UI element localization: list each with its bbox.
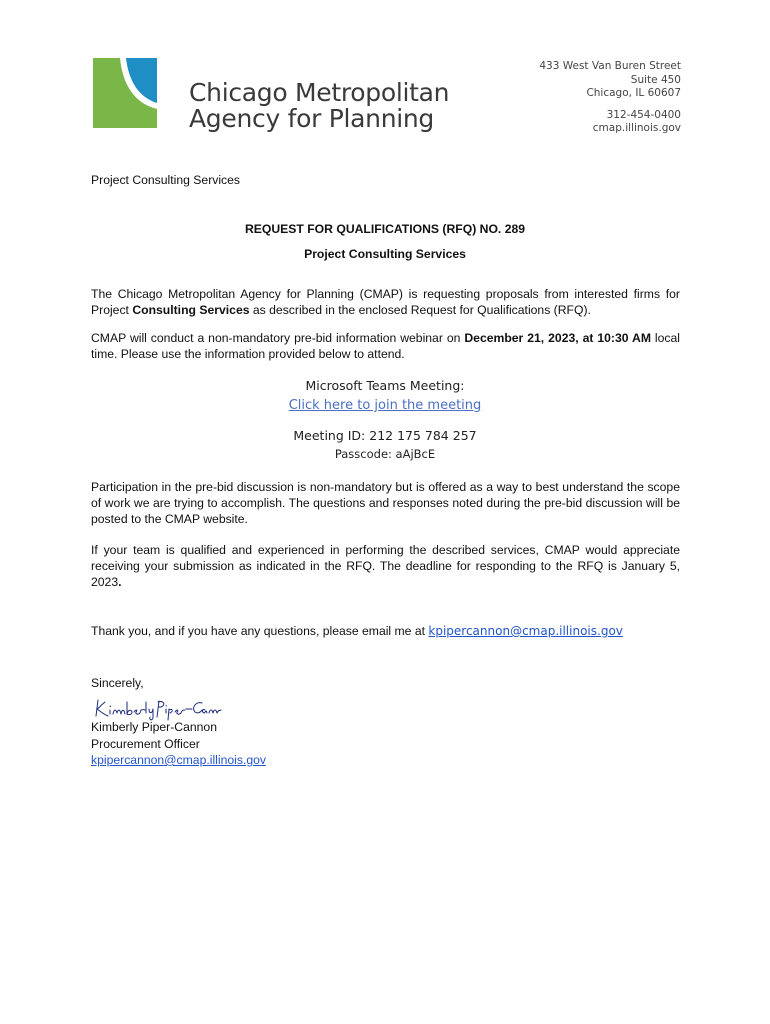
address-phone: 312-454-0400 xyxy=(606,108,681,121)
signer-email-link[interactable]: kpipercannon@cmap.illinois.gov xyxy=(91,753,266,767)
meeting-passcode: Passcode: aAjBcE xyxy=(334,447,436,461)
webinar-date: December 21, 2023, at 10:30 AM xyxy=(464,331,651,345)
webinar-paragraph xyxy=(91,330,680,362)
subject-line: Project Consulting Services xyxy=(91,173,241,187)
signer-name: Kimberly Piper-Cannon xyxy=(91,720,217,734)
intro-paragraph xyxy=(91,286,680,318)
address-website: cmap.illinois.gov xyxy=(592,122,681,134)
org-name-line1: Chicago Metropolitan xyxy=(189,78,450,107)
signer-title: Procurement Officer xyxy=(91,737,200,751)
org-name-line2: Agency for Planning xyxy=(189,104,434,133)
address-block xyxy=(539,60,681,136)
intro-text-a: The Chicago Metropolitan Agency for Planning (CMAP) is requesting proposals from interested firms for Project xyxy=(91,287,680,317)
cmap-logo xyxy=(93,58,157,128)
rfq-subtitle: Project Consulting Services xyxy=(304,247,466,261)
webinar-text-b: local time. Please use the information provided below to attend. xyxy=(91,331,680,361)
organization-name xyxy=(189,80,449,132)
rfq-title: REQUEST FOR QUALIFICATIONS (RFQ) NO. 289 xyxy=(244,222,526,236)
address-street: 433 West Van Buren Street xyxy=(539,60,681,72)
participation-paragraph: Participation in the pre-bid discussion is non-mandatory but is offered as a way to best understand the scope of work we are trying to accomplish. The questions and responses noted during the pre-bid discussion will be posted to the CMAP website. xyxy=(91,480,680,526)
intro-text-b: as described in the enclosed Request for Qualifications (RFQ). xyxy=(249,303,591,317)
webinar-text-a: CMAP will conduct a non-mandatory pre-bid information webinar on xyxy=(91,331,465,345)
address-city: Chicago, IL 60607 xyxy=(586,87,681,99)
thanks-text: Thank you, and if you have any questions, please email me at xyxy=(91,624,429,638)
deadline-text: If your team is qualified and experienced in performing the described services, CMAP would appreciate receiving your submission as indicated in the RFQ. The deadline for responding to the RFQ is January 5, 2023 xyxy=(91,543,680,589)
deadline-period: . xyxy=(118,575,122,589)
teams-meeting-title: Microsoft Teams Meeting: xyxy=(305,378,465,393)
intro-text-bold: Consulting Services xyxy=(132,303,250,317)
handwritten-signature xyxy=(92,692,222,722)
meeting-id: Meeting ID: 212 175 784 257 xyxy=(293,428,477,443)
address-suite: Suite 450 xyxy=(630,73,681,86)
closing: Sincerely, xyxy=(91,676,144,690)
join-meeting-link[interactable]: Click here to join the meeting xyxy=(288,398,482,413)
thanks-line xyxy=(91,623,623,639)
contact-email-link[interactable]: kpipercannon@cmap.illinois.gov xyxy=(428,624,623,638)
deadline-paragraph xyxy=(91,542,680,590)
